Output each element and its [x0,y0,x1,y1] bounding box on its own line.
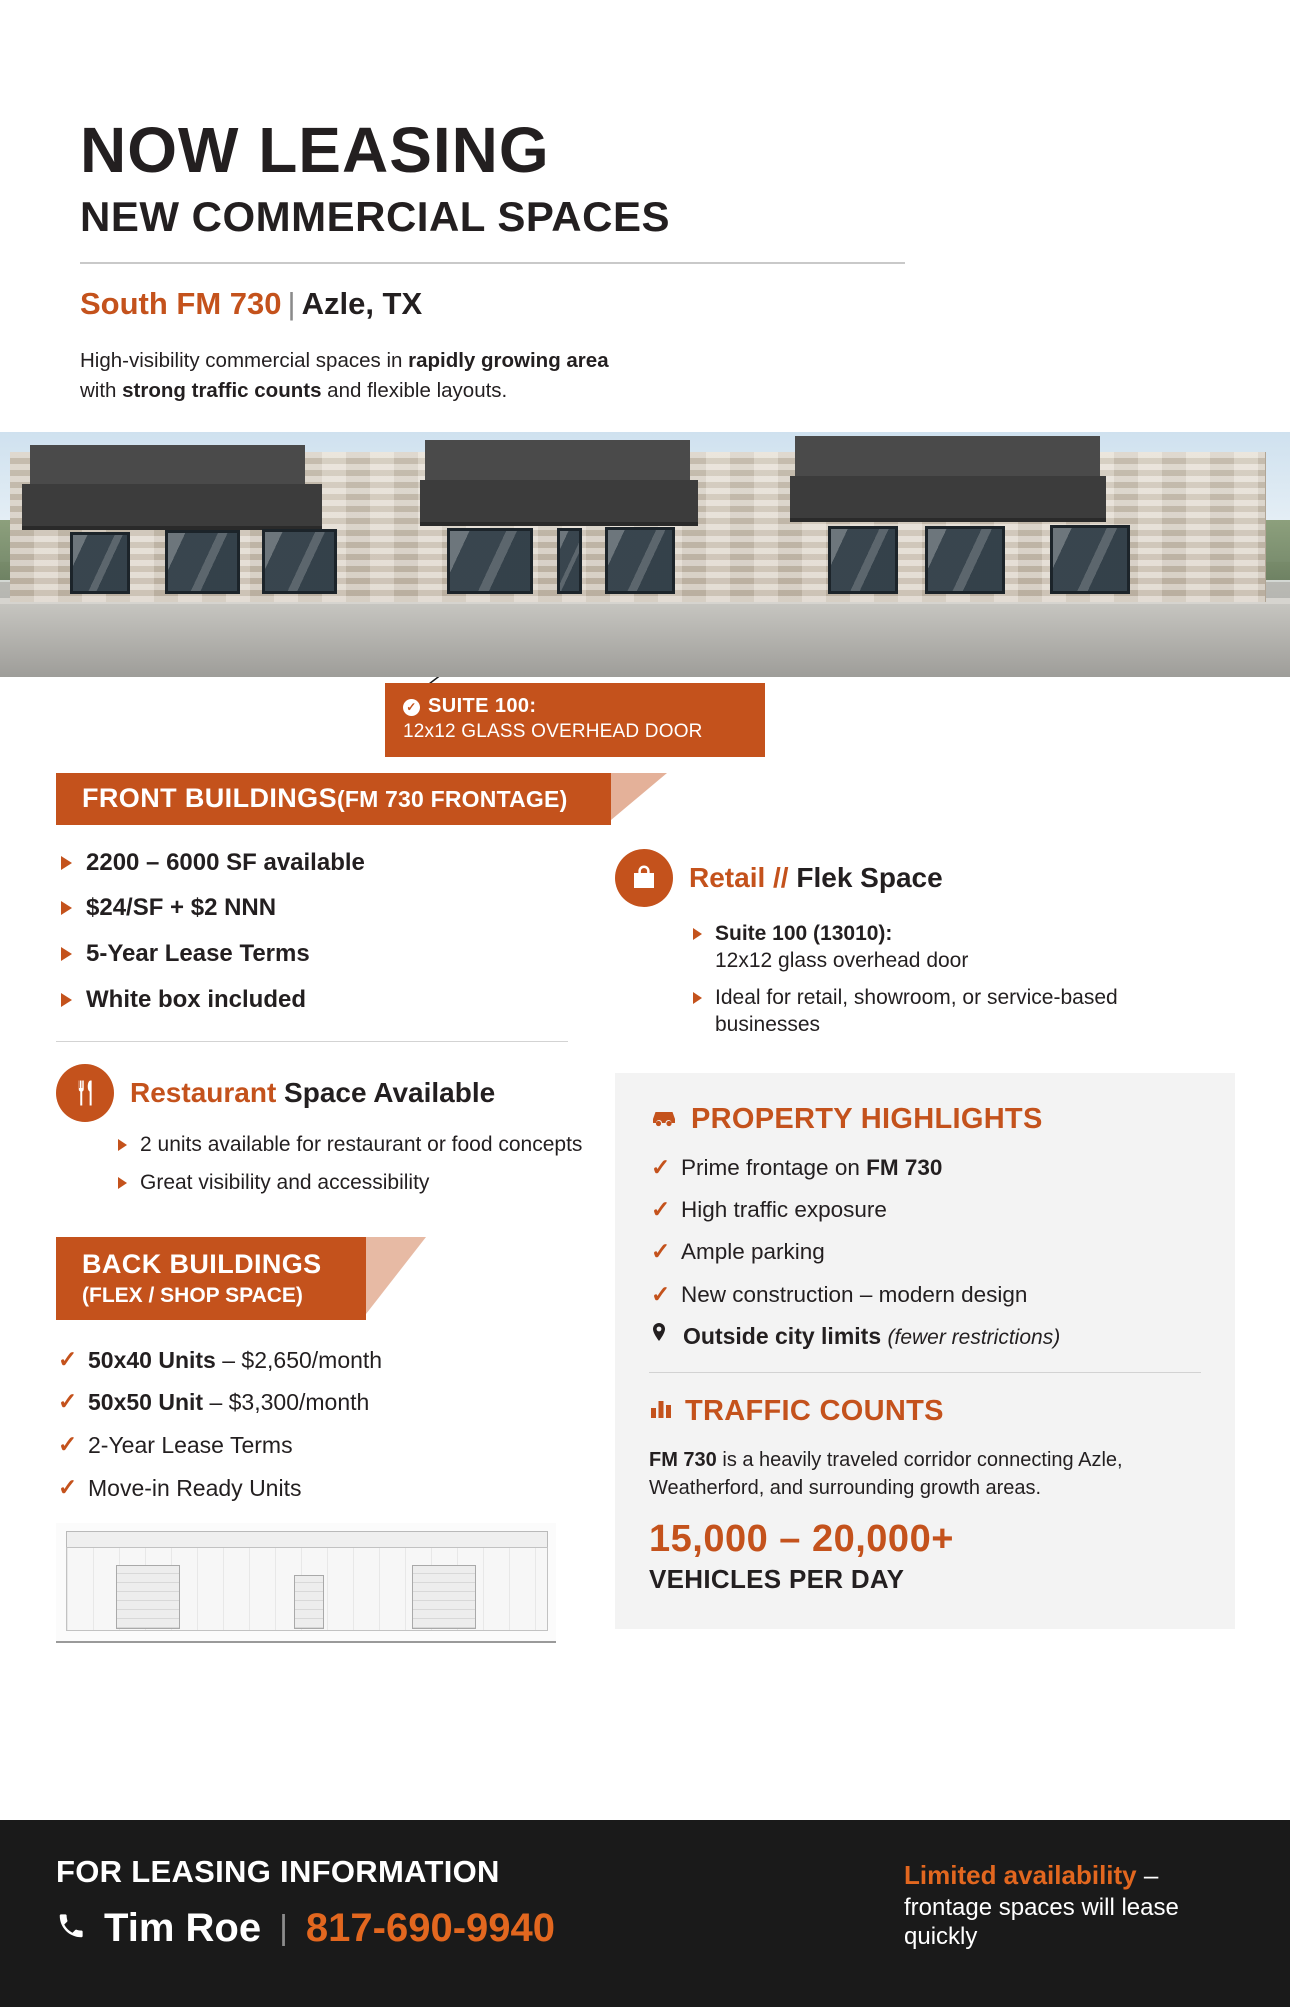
outside-city-limits-note: (fewer restrictions) [887,1325,1061,1349]
front-banner-main: FRONT BUILDINGS [82,782,337,813]
storefront-window [925,526,1005,594]
traffic-count-value: 15,000 – 20,000+ [649,1517,954,1560]
retail-heading-text [689,862,943,894]
availability-subtext: frontage spaces will lease quickly [904,1894,1179,1951]
storefront-window [828,526,898,594]
retail-list [689,921,1119,1040]
right-column [615,849,1235,1629]
content-columns [0,848,1290,1594]
list-item: 2 units available for restaurant or food concepts [114,1132,584,1159]
list-item [649,1196,1201,1224]
property-highlights-title [649,1103,1201,1136]
check-icon: ✓ [58,1345,78,1372]
location-divider: | [287,286,296,322]
restaurant-list [114,1132,584,1197]
back-banner-main: BACK BUILDINGS [82,1248,322,1279]
parapet-3 [795,436,1100,476]
list-item [56,1474,616,1503]
agent-name: Tim Roe [104,1906,262,1950]
storefront-window [70,532,130,594]
back-buildings-banner [56,1237,366,1320]
traffic-counts-title [649,1395,1201,1428]
traffic-desc-bold: FM 730 [649,1448,717,1471]
title-divider [80,262,905,264]
parking-lot [0,604,1290,677]
intro-part-1: High-visibility commercial spaces in [80,349,409,373]
check-icon: ✓ [651,1196,671,1223]
check-icon: ✓ [58,1473,78,1500]
building-photo [0,432,1290,677]
parapet-2 [425,440,690,480]
sketch-entry-door [294,1575,324,1629]
storefront-overhead-door [447,528,533,594]
availability-dash: – [1136,1860,1159,1890]
front-buildings-banner [56,773,611,825]
list-item-bold: FM 730 [866,1155,943,1181]
location-line [80,286,1290,322]
list-item-rest: 2-Year Lease Terms [88,1432,293,1459]
property-highlights-list [649,1154,1201,1309]
traffic-desc-rest: is a heavily traveled corridor connecting Azle, Weatherford, and surrounding growth areas. [649,1448,1123,1499]
footer [0,1820,1290,2007]
outside-city-limits-text: Outside city limits [683,1322,882,1349]
restaurant-heading-text [130,1077,495,1109]
intro-part-2: with [80,378,123,402]
restaurant-heading-accent: Restaurant [130,1076,277,1108]
canopy-1 [22,484,322,530]
list-item [56,1431,616,1460]
retail-heading [615,849,1235,907]
traffic-counts-title-text: TRAFFIC COUNTS [685,1394,944,1427]
page-title: NOW LEASING [80,114,550,186]
check-icon: ✓ [403,699,420,716]
intro-bold-1: rapidly growing area [408,349,609,373]
availability-note [904,1860,1234,1952]
list-item-rest: – $2,650/month [215,1346,383,1373]
storefront-window [605,527,675,594]
list-item [649,1238,1201,1266]
left-column [56,849,616,1643]
map-pin-icon [651,1323,667,1351]
list-item-rest: – $3,300/month [203,1389,370,1416]
back-building-sketch [56,1523,556,1643]
canopy-2 [420,480,698,526]
header [0,0,1290,406]
list-item [56,1346,616,1375]
back-buildings-list [56,1346,616,1503]
check-icon: ✓ [58,1431,78,1458]
storefront-window [557,528,582,594]
list-item: $24/SF + $2 NNN [56,894,616,923]
list-item: Great visibility and accessibility [114,1170,584,1197]
storefront-window [262,529,337,594]
callout-title: SUITE 100: [428,694,537,717]
page-subtitle: NEW COMMERCIAL SPACES [80,193,670,240]
availability-headline [904,1860,1234,1891]
location-city: Azle, TX [301,286,423,322]
intro-text [80,346,840,405]
back-buildings-section [0,1237,616,1320]
panel-divider [649,1372,1201,1373]
list-item: White box included [56,986,616,1015]
list-item-rest: 12x12 glass overhead door [715,948,969,972]
canopy-3 [790,476,1106,522]
suite-100-callout [385,683,765,757]
callout-detail: 12x12 GLASS OVERHEAD DOOR [403,720,703,742]
sketch-overhead-door [412,1565,476,1629]
intro-bold-2: strong traffic counts [122,378,322,402]
car-icon [649,1103,679,1136]
retail-heading-rest: Flek Space [788,861,943,893]
callout-title-row [403,695,743,718]
availability-headline-text: Limited availability [904,1860,1137,1890]
list-item-text: High traffic exposure [681,1197,887,1223]
callout-area [0,677,1290,759]
traffic-description [649,1446,1201,1502]
back-banner-sub: (FLEX / SHOP SPACE) [82,1283,303,1307]
restaurant-heading [56,1064,616,1122]
check-icon: ✓ [651,1280,671,1307]
intro-part-3: and flexible layouts. [321,378,508,402]
list-item-bold: 50x50 Unit [88,1389,204,1416]
phone-number-link[interactable]: 817-690-9940 [305,1906,556,1950]
sketch-overhead-door [116,1565,180,1629]
storefront-window [165,530,240,594]
parapet-1 [30,445,305,485]
check-icon: ✓ [58,1388,78,1415]
list-item [649,1281,1201,1309]
footer-divider: | [279,1909,288,1947]
check-icon: ✓ [651,1154,671,1181]
list-item [56,1388,616,1417]
footer-title: FOR LEASING INFORMATION [56,1854,500,1889]
traffic-count-unit: VEHICLES PER DAY [649,1563,905,1594]
property-highlights-title-text: PROPERTY HIGHLIGHTS [691,1103,1043,1136]
location-street: South FM 730 [80,286,282,322]
shopping-bag-icon [615,849,673,907]
list-item [649,1154,1201,1182]
list-item-text: New construction – modern design [681,1281,1028,1307]
front-buildings-section [0,773,1290,825]
front-buildings-list [56,849,616,1015]
storefront-window [1050,525,1130,594]
footer-contact-row [56,1906,555,1951]
phone-icon [56,1911,86,1946]
check-icon: ✓ [651,1238,671,1265]
front-banner-sub: (FM 730 FRONTAGE) [337,785,568,812]
list-item-bold: 50x40 Units [88,1346,216,1373]
bar-chart-icon [649,1395,673,1428]
left-divider [56,1041,568,1042]
list-item [689,921,1119,975]
restaurant-heading-rest: Space Available [276,1076,496,1108]
list-item: 2200 – 6000 SF available [56,849,616,878]
list-item: 5-Year Lease Terms [56,940,616,969]
list-item-text: Prime frontage on [681,1155,867,1181]
list-item-rest: Move-in Ready Units [88,1474,302,1501]
list-item-bold: Suite 100 (13010): [715,921,893,945]
fork-knife-icon [56,1064,114,1122]
list-item-text: Ample parking [681,1239,825,1265]
retail-heading-accent: Retail // [689,861,789,893]
right-panel [615,1073,1235,1628]
list-item: Ideal for retail, showroom, or service-based businesses [689,985,1119,1039]
footer-leasing-info [56,1854,555,1951]
outside-city-limits-item [649,1323,1201,1350]
